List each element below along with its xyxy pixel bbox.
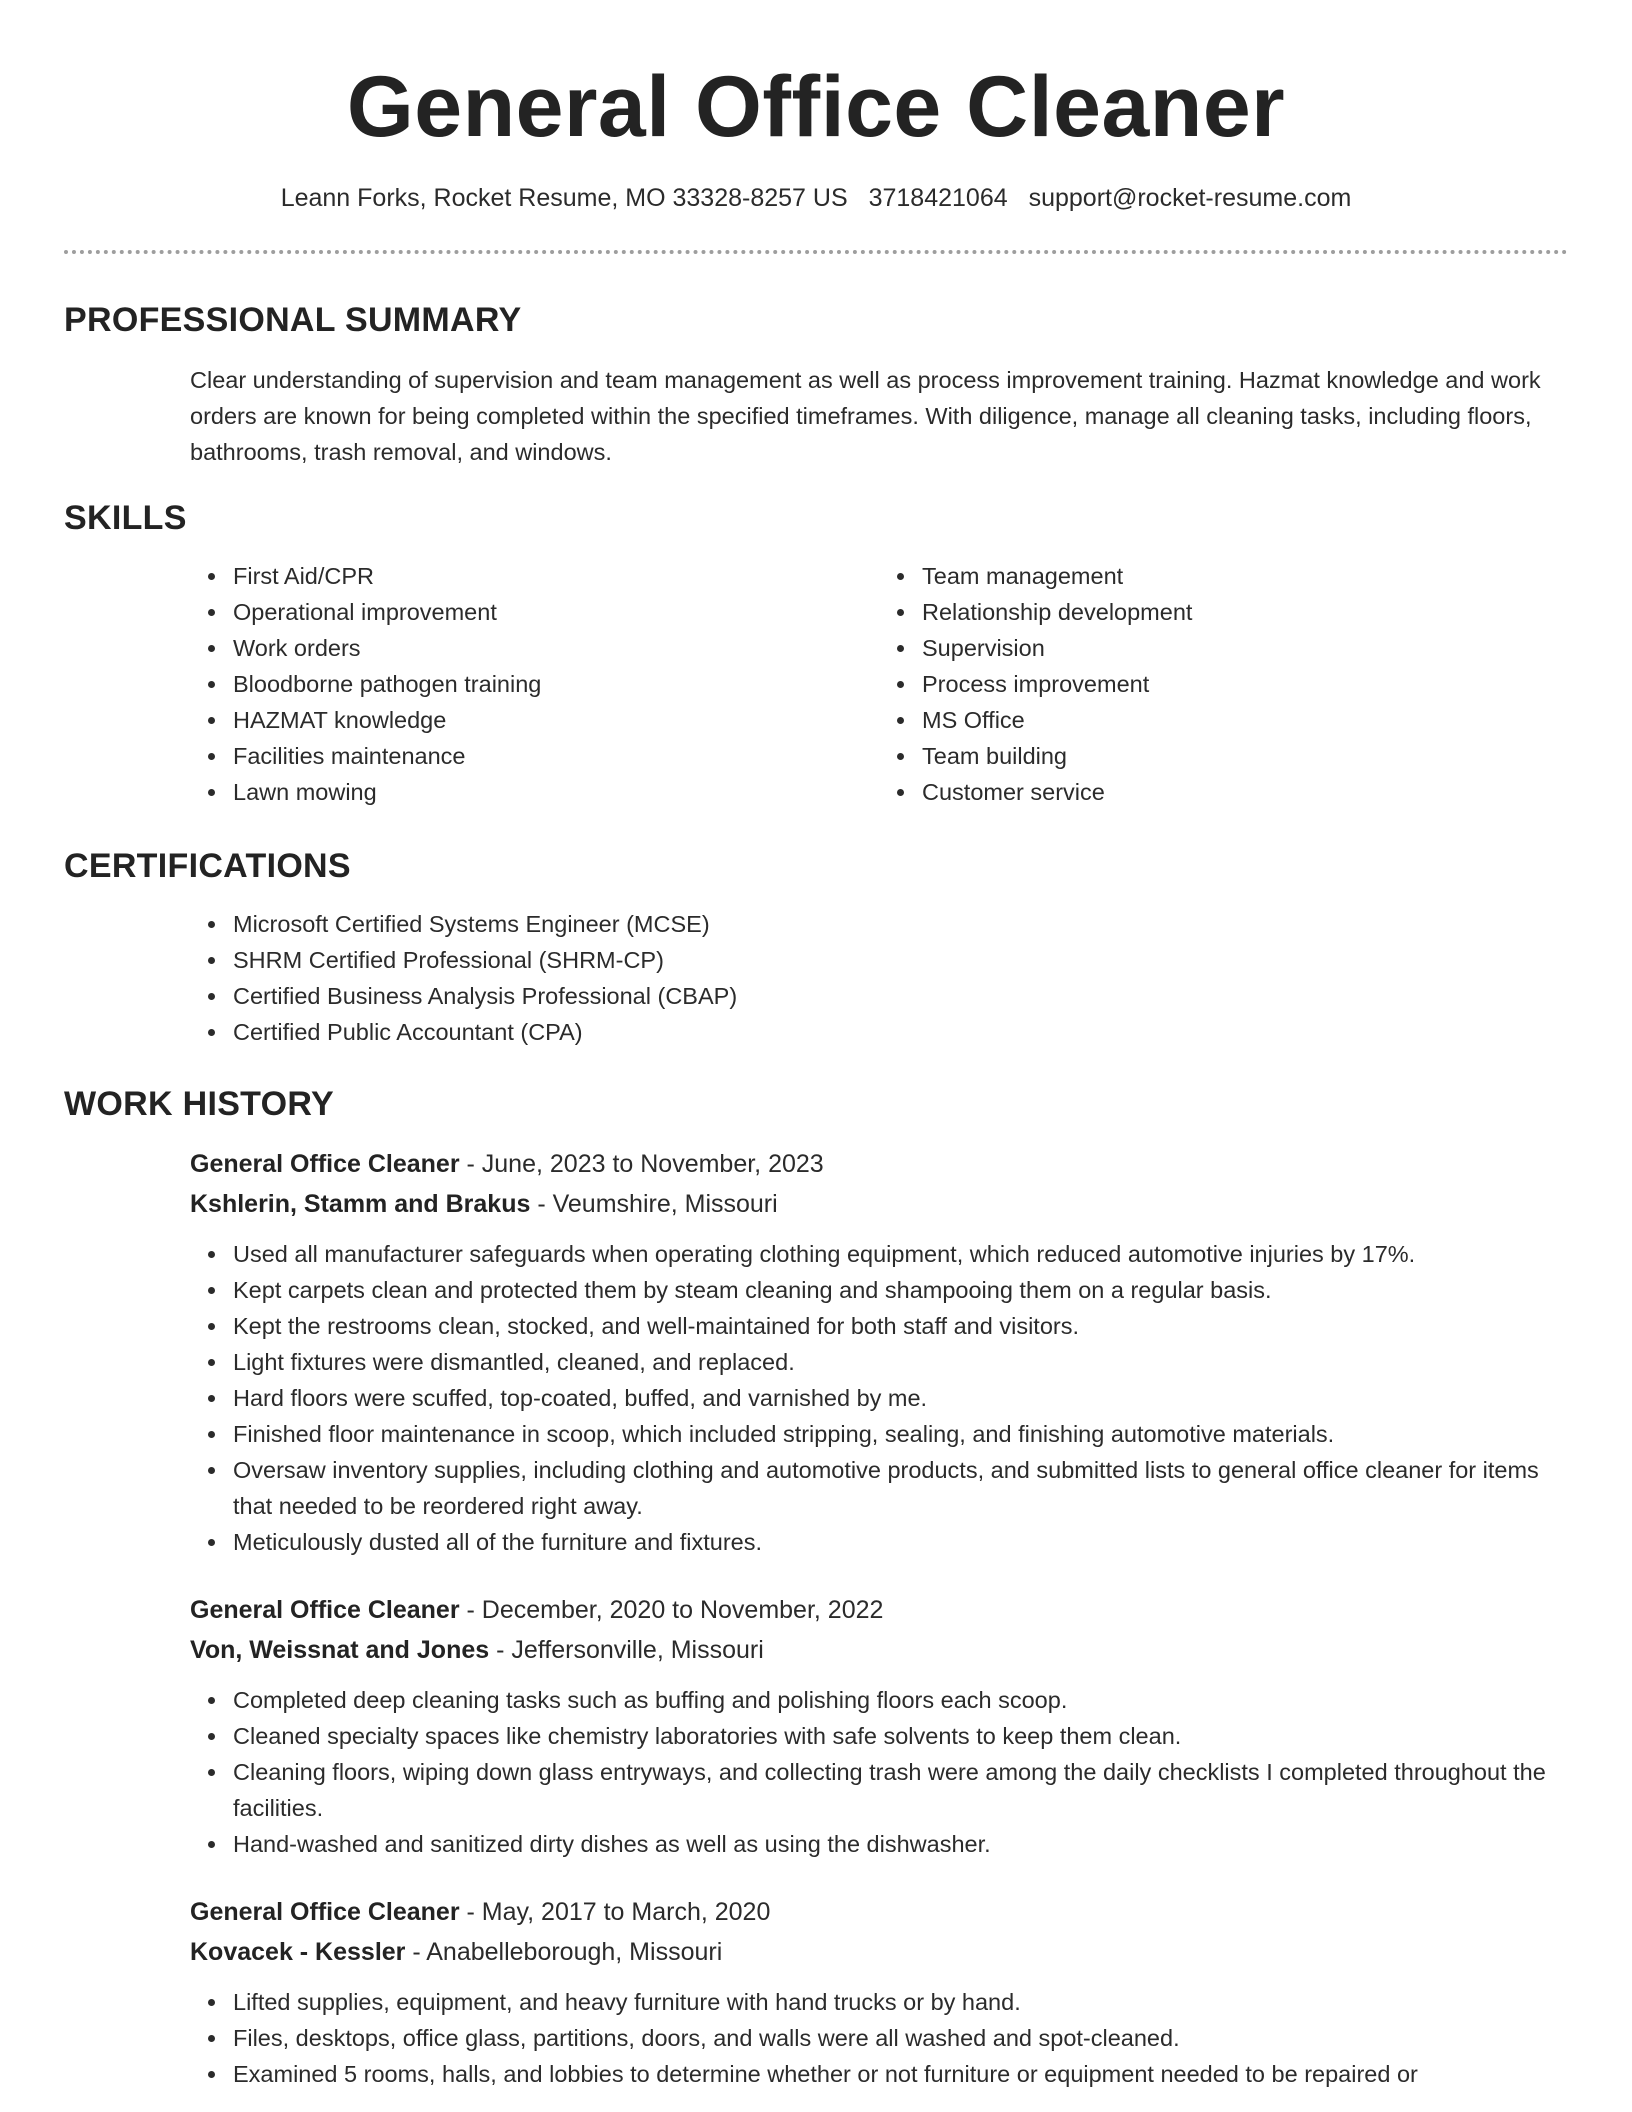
job-duty: Hand-washed and sanitized dirty dishes as well as using the dishwasher. — [233, 1826, 1568, 1862]
job-company-line — [190, 1932, 1568, 1972]
contact-email[interactable]: support@rocket-resume.com — [1028, 184, 1352, 212]
skill-item: Facilities maintenance — [233, 738, 879, 774]
skills-list-left — [190, 558, 879, 810]
job-title: General Office Cleaner — [190, 1596, 460, 1624]
skills-list-right — [879, 558, 1568, 810]
job-title-line — [190, 1892, 1568, 1932]
skill-item: First Aid/CPR — [233, 558, 879, 594]
summary-text: Clear understanding of supervision and team management as well as process improvement training. Hazmat knowledge and work orders are known for being completed within the specified timeframes. With diligence, manage all cleaning tasks, including floors, bathrooms, trash removal, and windows. — [190, 367, 1541, 465]
work-history-heading: WORK HISTORY — [64, 1085, 334, 1123]
job-title-line — [190, 1144, 1568, 1184]
job-duties-list — [190, 1682, 1568, 1862]
job-dates: - June, 2023 to November, 2023 — [459, 1150, 824, 1178]
certification-item: SHRM Certified Professional (SHRM-CP) — [233, 942, 1568, 978]
job-duty: Completed deep cleaning tasks such as buffing and polishing floors each scoop. — [233, 1682, 1568, 1718]
job-entry — [190, 1144, 1568, 1560]
skill-item: MS Office — [922, 702, 1568, 738]
skill-item: Team management — [922, 558, 1568, 594]
header-divider — [64, 250, 1568, 254]
certifications-list — [190, 906, 1568, 1050]
job-duty: Cleaned specialty spaces like chemistry laboratories with safe solvents to keep them clean. — [233, 1718, 1568, 1754]
skill-item: Relationship development — [922, 594, 1568, 630]
certifications-heading: CERTIFICATIONS — [64, 847, 351, 885]
job-company-line — [190, 1184, 1568, 1224]
resume-title: General Office Cleaner — [346, 59, 1286, 155]
job-duty: Light fixtures were dismantled, cleaned, and replaced. — [233, 1344, 1568, 1380]
job-title: General Office Cleaner — [190, 1150, 460, 1178]
certification-item: Certified Public Accountant (CPA) — [233, 1014, 1568, 1050]
work-history-section — [64, 1082, 1568, 2092]
job-company: Kshlerin, Stamm and Brakus — [190, 1190, 531, 1218]
summary-heading: PROFESSIONAL SUMMARY — [64, 301, 522, 339]
job-company-line — [190, 1630, 1568, 1670]
job-duties-list — [190, 1984, 1568, 2092]
summary-section — [64, 298, 1568, 470]
contact-phone[interactable]: 3718421064 — [868, 184, 1008, 212]
job-duty: Hard floors were scuffed, top-coated, buffed, and varnished by me. — [233, 1380, 1568, 1416]
job-entry — [190, 1590, 1568, 1862]
job-location: - Jeffersonville, Missouri — [489, 1636, 764, 1664]
job-duty: Kept carpets clean and protected them by steam cleaning and shampooing them on a regular basis. — [233, 1272, 1568, 1308]
job-duty: Examined 5 rooms, halls, and lobbies to determine whether or not furniture or equipment needed to be repaired or — [233, 2056, 1568, 2092]
skills-heading: SKILLS — [64, 499, 187, 537]
job-location: - Anabelleborough, Missouri — [405, 1938, 723, 1966]
job-location: - Veumshire, Missouri — [530, 1190, 778, 1218]
job-dates: - December, 2020 to November, 2022 — [459, 1596, 884, 1624]
skill-item: Lawn mowing — [233, 774, 879, 810]
job-duty: Cleaning floors, wiping down glass entryways, and collecting trash were among the daily checklists I completed throughout the facilities. — [233, 1754, 1568, 1826]
contact-address: Leann Forks, Rocket Resume, MO 33328-8257 US — [280, 184, 848, 212]
skill-item: Supervision — [922, 630, 1568, 666]
job-title: General Office Cleaner — [190, 1898, 460, 1926]
job-duty: Used all manufacturer safeguards when operating clothing equipment, which reduced automotive injuries by 17%. — [233, 1236, 1568, 1272]
job-duty: Lifted supplies, equipment, and heavy furniture with hand trucks or by hand. — [233, 1984, 1568, 2020]
certification-item: Certified Business Analysis Professional (CBAP) — [233, 978, 1568, 1014]
certifications-section — [64, 844, 1568, 1050]
skill-item: Work orders — [233, 630, 879, 666]
job-title-line — [190, 1590, 1568, 1630]
job-duty: Files, desktops, office glass, partitions, doors, and walls were all washed and spot-cleaned. — [233, 2020, 1568, 2056]
job-duty: Kept the restrooms clean, stocked, and well-maintained for both staff and visitors. — [233, 1308, 1568, 1344]
skill-item: Process improvement — [922, 666, 1568, 702]
skill-item: Bloodborne pathogen training — [233, 666, 879, 702]
job-duty: Meticulously dusted all of the furniture and fixtures. — [233, 1524, 1568, 1560]
job-entry — [190, 1892, 1568, 2092]
skill-item: Customer service — [922, 774, 1568, 810]
job-duty: Finished floor maintenance in scoop, which included stripping, sealing, and finishing automotive materials. — [233, 1416, 1568, 1452]
skill-item: HAZMAT knowledge — [233, 702, 879, 738]
skills-grid — [190, 558, 1568, 810]
job-company: Kovacek - Kessler — [190, 1938, 406, 1966]
skills-section — [64, 496, 1568, 810]
contact-line — [0, 180, 1632, 216]
job-dates: - May, 2017 to March, 2020 — [459, 1898, 771, 1926]
job-duties-list — [190, 1236, 1568, 1560]
skill-item: Team building — [922, 738, 1568, 774]
certification-item: Microsoft Certified Systems Engineer (MCSE) — [233, 906, 1568, 942]
job-company: Von, Weissnat and Jones — [190, 1636, 490, 1664]
skill-item: Operational improvement — [233, 594, 879, 630]
job-duty: Oversaw inventory supplies, including clothing and automotive products, and submitted lists to general office cleaner for items that needed to be reordered right away. — [233, 1452, 1568, 1524]
